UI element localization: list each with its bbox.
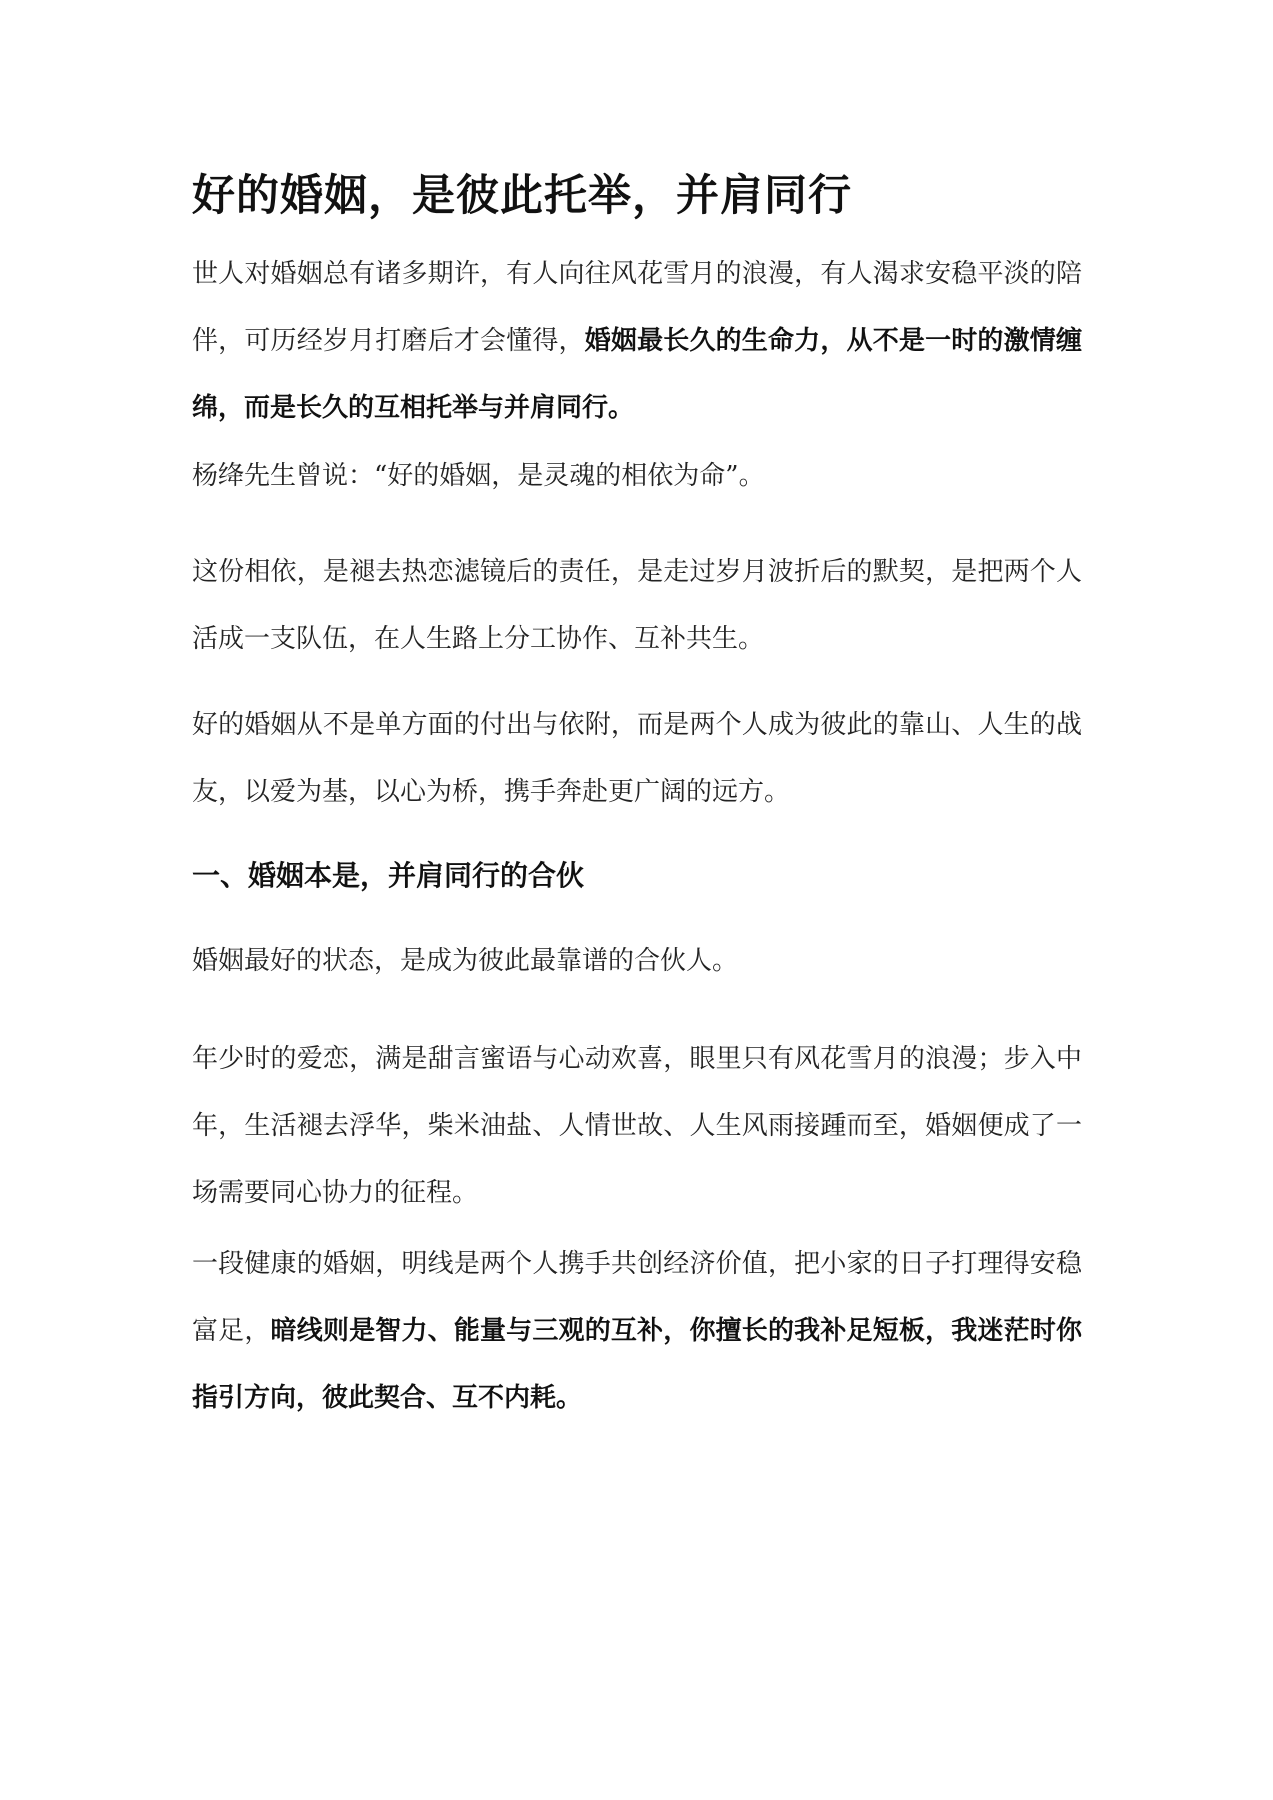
quote-paragraph: 杨绛先生曾说：“好的婚姻，是灵魂的相依为命”。 [192,461,765,491]
section-1-paragraph-3 [192,1231,1082,1432]
section-1-paragraph-3-bold-text: 暗线则是智力、能量与三观的互补，你擅长的我补足短板，我迷茫时你指引方向，彼此契合、互不内耗。 [192,1316,1082,1413]
section-1-paragraph-3-text: 一段健康的婚姻，明线是两个人携手共创经济价值，把小家的日子打理得安稳富足， [192,1249,1082,1346]
intro-bold-text: 婚姻最长久的生命力，从不是一时的激情缠绵，而是长久的互相托举与并肩同行。 [192,326,1082,423]
section-heading-1: 一、婚姻本是，并肩同行的合伙 [192,859,585,892]
paragraph-responsibility: 这份相依，是褪去热恋滤镜后的责任，是走过岁月波折后的默契，是把两个人活成一支队伍，在人生路上分工协作、互补共生。 [192,557,1082,654]
intro-paragraph [192,241,1082,442]
paragraph-partnership: 好的婚姻从不是单方面的付出与依附，而是两个人成为彼此的靠山、人生的战友，以爱为基，以心为桥，携手奔赴更广阔的远方。 [192,710,1082,807]
intro-text: 世人对婚姻总有诸多期许，有人向往风花雪月的浪漫，有人渴求安稳平淡的陪伴，可历经岁月打磨后才会懂得， [192,259,1082,356]
section-1-paragraph-2: 年少时的爱恋，满是甜言蜜语与心动欢喜，眼里只有风花雪月的浪漫；步入中年，生活褪去浮华，柴米油盐、人情世故、人生风雨接踵而至，婚姻便成了一场需要同心协力的征程。 [192,1044,1082,1208]
article-title: 好的婚姻，是彼此托举，并肩同行 [192,171,852,221]
section-1-paragraph-1: 婚姻最好的状态，是成为彼此最靠谱的合伙人。 [192,946,739,976]
